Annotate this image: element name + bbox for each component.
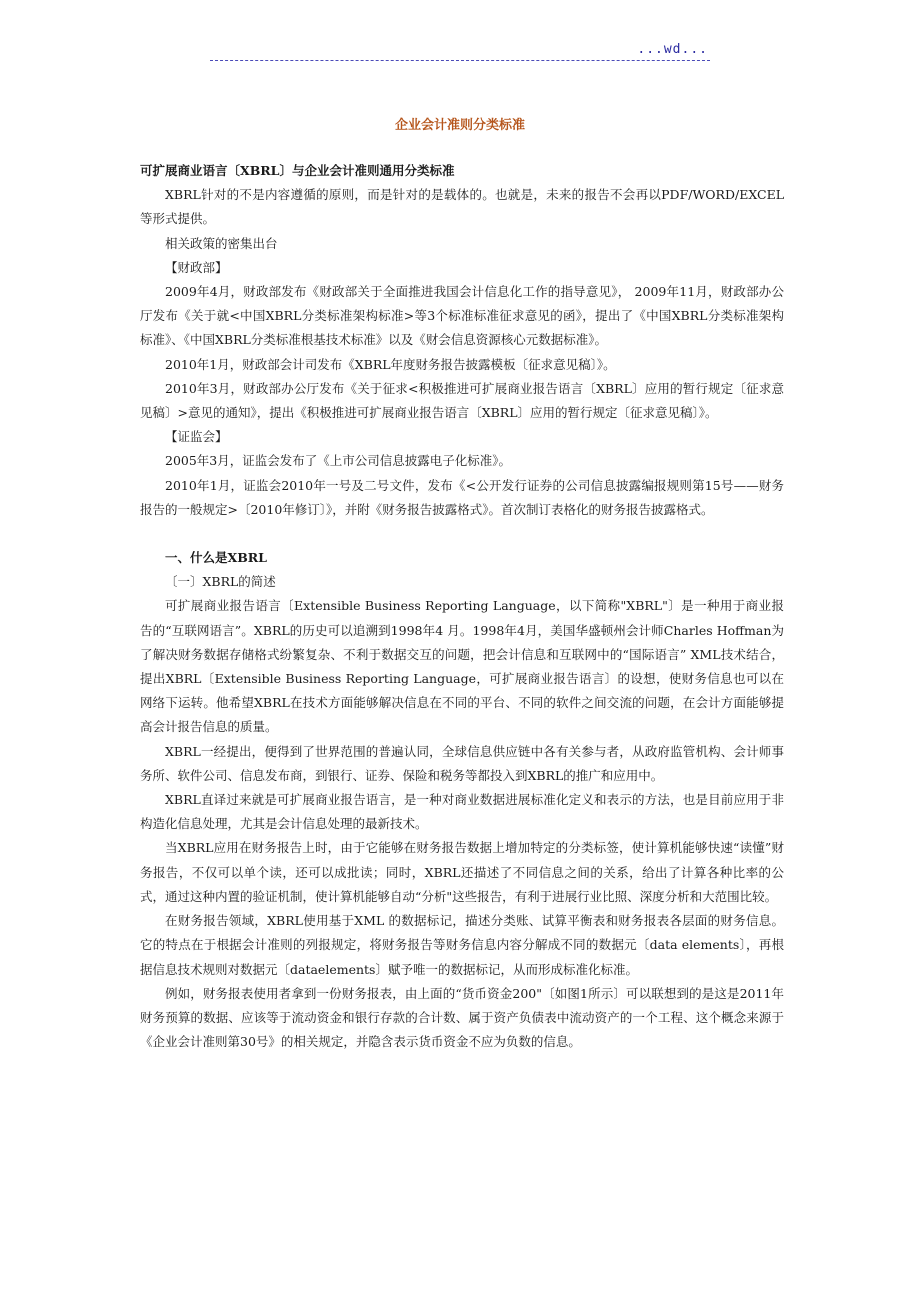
paragraph: 2010年1月，证监会2010年一号及二号文件，发布《<公开发行证券的公司信息披露编报规则第15号——财务报告的一般规定>〔2010年修订〕》，并附《财务报告披露格式》。首次制订表格化的财务报告披露格式。	[140, 477, 784, 517]
paragraph: 可扩展商业报告语言〔Extensible Business Reporting Language，以下简称"XBRL"〕是一种用于商业报告的“互联网语言”。XBRL的历史可以追溯到1998年4 月。1998年4月，美国华盛顿州会计师Charles Hoffman为了解决财务数据存储格式纷繁复杂、不利于数据交互的问题，把会计信息和互联网中的“国际语言” XML技术结合，提出XBRL〔Extensible Business Reporting Language，可扩展商业报告语言〕的设想，使财务信息也可以在网络下运转。他希望XBRL在技术方面能够解决信息在不同的平台、不同的软件之间交流的问题，在会计方面能够提高会计报告信息的质量。	[140, 598, 784, 735]
spacer	[140, 522, 784, 546]
page-header	[210, 40, 710, 61]
paragraph: XBRL直译过来就是可扩展商业报告语言，是一种对商业数据进展标准化定义和表示的方法，也是目前应用于非构造化信息处理，尤其是会计信息处理的最新技术。	[140, 792, 784, 832]
paragraph: 当XBRL应用在财务报告上时，由于它能够在财务报告数据上增加特定的分类标签，使计算机能够快速“读懂”财务报告，不仅可以单个读，还可以成批读；同时，XBRL还描述了不同信息之间的关系，给出了计算各种比率的公式，通过这种内置的验证机制，使计算机能够自动“分析"这些报告，有利于进展行业比照、深度分析和大范围比较。	[140, 840, 784, 904]
mof-label: 【财政部】	[165, 259, 228, 275]
paragraph: 例如，财务报表使用者拿到一份财务报表，由上面的“货币资金200"〔如图1所示〕可以联想到的是这是2011年财务预算的数据、应该等于流动资金和银行存款的合计数、属于资产负债表中流动资产的一个工程、这个概念来源于《企业会计准则第30号》的相关规定，并隐含表示货币资金不应为负数的信息。	[140, 985, 784, 1050]
paragraph: XBRL一经提出，便得到了世界范围的普遍认同，全球信息供应链中各有关参与者，从政府监管机构、会计师事务所、软件公司、信息发布商，到银行、证券、保险和税务等都投入到XBRL的推广和应用中。	[140, 743, 784, 783]
header-mark: ...wd...	[637, 42, 708, 57]
section-heading: 可扩展商业语言〔XBRL〕与企业会计准则通用分类标准	[140, 163, 455, 178]
subsection-heading: 〔一〕XBRL的简述	[165, 574, 276, 590]
paragraph: 2009年4月，财政部发布《财政部关于全面推进我国会计信息化工作的指导意见》， 2009年11月，财政部办公厅发布《关于就<中国XBRL分类标准架构标准>等3个标准标准征求意见的函》，提出了《中国XBRL分类标准架构标准》、《中国XBRL分类标准根基技术标准》以及《财会信息资源核心元数据标准》。	[140, 284, 784, 348]
paragraph: 2010年1月，财政部会计司发布《XBRL年度财务报告披露模板〔征求意见稿〕》。	[165, 356, 616, 372]
paragraph: 2005年3月，证监会发布了《上市公司信息披露电子化标准》。	[165, 453, 512, 469]
paragraph: 在财务报告领域，XBRL使用基于XML 的数据标记，描述分类账、试算平衡表和财务报表各层面的财务信息。它的特点在于根据会计准则的列报规定，将财务报告等财务信息内容分解成不同的数据元〔data elements〕，再根据信息技术规则对数据元〔dataelements〕赋予唯一的数据标记，从而形成标准化标准。	[140, 913, 784, 977]
document-title: 企业会计准则分类标准	[394, 118, 525, 133]
paragraph: XBRL针对的不是内容遵循的原则，而是针对的是载体的。也就是，未来的报告不会再以PDF/WORD/EXCEL等形式提供。	[140, 187, 784, 227]
paragraph: 2010年3月，财政部办公厅发布《关于征求<积极推进可扩展商业报告语言〔XBRL〕应用的暂行规定〔征求意见稿〕>意见的通知》，提出《积极推进可扩展商业报告语言〔XBRL〕应用的暂行规定〔征求意见稿〕》。	[140, 380, 784, 421]
document-body	[140, 159, 784, 1054]
section-heading: 一、什么是XBRL	[165, 550, 267, 566]
csrc-label: 【证监会】	[165, 429, 228, 445]
paragraph: 相关政策的密集出台	[165, 235, 278, 251]
